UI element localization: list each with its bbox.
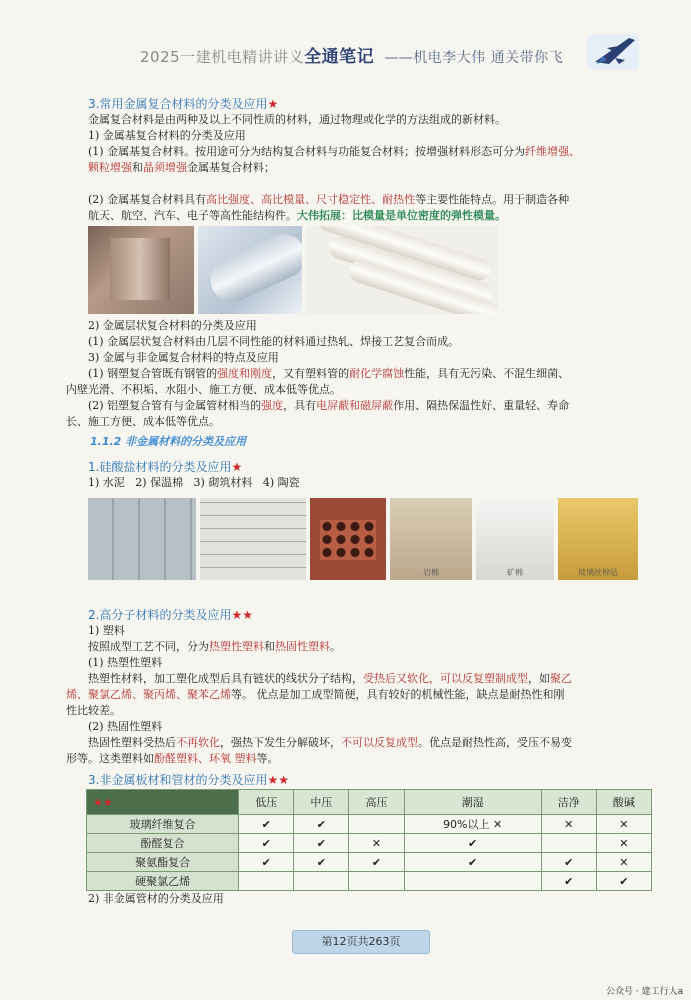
col-header: 潮湿	[404, 790, 541, 815]
para: 形等。这类塑料如酚醛塑料、环氧 塑料等。	[66, 752, 279, 765]
para: (1) 金属层状复合材料由几层不同性能的材料通过热轧、焊接工艺复合而成。	[88, 335, 460, 348]
concrete-block-image	[88, 498, 196, 580]
star-icon: ★	[231, 460, 243, 474]
row-header: 聚氨酯复合	[87, 853, 239, 872]
table-row	[87, 815, 652, 834]
col-header: 洁净	[541, 790, 596, 815]
table-cell: ✔	[294, 834, 349, 853]
subheading-nonmetal: 1.1.2 非金属材料的分类及应用	[90, 435, 247, 448]
composite-pipe-image	[198, 226, 302, 314]
metal-block-image	[88, 226, 194, 314]
para: 性比较差。	[66, 704, 121, 717]
mineral-wool-image: 矿棉	[476, 498, 554, 580]
glass-wool-image: 玻璃丝棉毡	[558, 498, 638, 580]
para: 长、施工方便、成本低等优点。	[66, 415, 220, 428]
para: 金属复合材料是由两种及以上不同性质的材料，通过物理或化学的方法组成的新材料。	[88, 113, 506, 126]
table-cell: ✕	[596, 815, 651, 834]
section-title-polymer: 2.高分子材料的分类及应用★★	[88, 608, 253, 622]
table-cell	[541, 834, 596, 853]
table-cell	[294, 872, 349, 891]
table-row	[87, 834, 652, 853]
table-cell: ✔	[404, 834, 541, 853]
para: (2) 金属基复合材料具有高比强度、高比模量、尺寸稳定性、耐热性等主要性能特点。用于制造各种	[88, 193, 570, 206]
header-title-highlight: 全通笔记	[304, 47, 375, 67]
para: 航天、航空、汽车、电子等高性能结构件。大伟拓展：比模量是单位密度的弹性模量。	[88, 209, 506, 222]
para: (2) 铝塑复合管有与金属管材相当的强度，具有电屏蔽和磁屏蔽作用、隔热保温性好、重量轻、寿命	[88, 399, 570, 412]
table-cell	[239, 872, 294, 891]
silicate-items: 1) 水泥 2) 保温棉 3) 砌筑材料 4) 陶瓷	[88, 476, 300, 489]
table-cell: ✔	[596, 872, 651, 891]
page-number: 第12页共263页	[292, 930, 430, 954]
header-title-a: 2025一建机电精讲讲义	[140, 48, 305, 66]
table-cell: ✕	[596, 853, 651, 872]
col-header: 中压	[294, 790, 349, 815]
row-header: 硬聚氯乙烯	[87, 872, 239, 891]
ductwork-table	[86, 789, 652, 891]
table-cell	[404, 872, 541, 891]
para: 2) 非金属管材的分类及应用	[88, 892, 224, 905]
para: (2) 热固性塑料	[88, 720, 163, 733]
para: 颗粒增强和晶须增强金属基复合材料；	[88, 161, 275, 174]
para: 烯、聚氯乙烯、聚丙烯、聚苯乙烯等。 优点是加工成型简便，具有较好的机械性能，缺点是耐热性和刚	[66, 688, 565, 701]
table-cell: ✔	[239, 853, 294, 872]
table-cell: ✕	[349, 834, 404, 853]
table-header-row	[87, 790, 652, 815]
table-row	[87, 853, 652, 872]
row-header: 酚醛复合	[87, 834, 239, 853]
star-icon: ★	[267, 97, 279, 111]
block-wall-image	[200, 498, 306, 580]
para: 热塑性材料，加工塑化成型后具有链状的线状分子结构，受热后又软化，可以反复塑制成型，如聚乙	[88, 672, 572, 685]
para: 2) 金属层状复合材料的分类及应用	[88, 319, 257, 332]
rock-wool-image: 岩棉	[390, 498, 472, 580]
image-row-metal	[88, 226, 498, 314]
section-title-metal-composite: 3.常用金属复合材料的分类及应用★	[88, 97, 279, 111]
para: (1) 钢塑复合管既有钢管的强度和刚度，又有塑料管的耐化学腐蚀性能，具有无污染、不混生细菌、	[88, 367, 570, 380]
table-cell: ✔	[239, 834, 294, 853]
row-header: 玻璃纤维复合	[87, 815, 239, 834]
table-row	[87, 872, 652, 891]
table-cell	[349, 815, 404, 834]
para: 3) 金属与非金属复合材料的特点及应用	[88, 351, 279, 364]
section-title-silicate: 1.硅酸盐材料的分类及应用★	[88, 460, 243, 474]
para: 1) 金属基复合材料的分类及应用	[88, 129, 246, 142]
airplane-icon	[585, 28, 645, 74]
table-cell: 90%以上 ✕	[404, 815, 541, 834]
page-header	[140, 42, 563, 67]
table-cell: ✔	[541, 872, 596, 891]
table-cell: ✔	[349, 853, 404, 872]
col-header: 酸碱	[596, 790, 651, 815]
star-icon: ★★	[231, 608, 253, 622]
table-cell	[349, 872, 404, 891]
col-header: 低压	[239, 790, 294, 815]
watermark: 公众号 · 建工行人a	[606, 987, 684, 997]
star-icon: ★★	[267, 773, 289, 787]
para: 热固性塑料受热后不再软化，强热下发生分解破坏，不可以反复成型。优点是耐热性高，受压不易变	[88, 736, 572, 749]
table-cell: ✕	[596, 834, 651, 853]
plastic-pipes-image	[306, 226, 498, 314]
hollow-brick-image	[310, 498, 386, 580]
header-subtitle: ——机电李大伟 通关带你飞	[384, 50, 564, 66]
table-cell: ✕	[541, 815, 596, 834]
table-cell: ✔	[239, 815, 294, 834]
para: 内壁光滑、不积垢、水阻小、施工方便、成本低等优点。	[66, 383, 341, 396]
para: 1) 塑料	[88, 624, 125, 637]
section-title-boards: 3.非金属板材和管材的分类及应用★★	[88, 773, 289, 787]
col-header: 高压	[349, 790, 404, 815]
table-cell: ✔	[404, 853, 541, 872]
image-row-silicate	[88, 498, 638, 580]
para: (1) 热塑性塑料	[88, 656, 163, 669]
table-corner: ★★	[87, 790, 239, 815]
table-cell: ✔	[541, 853, 596, 872]
para: 按照成型工艺不同，分为热塑性塑料和热固性塑料。	[88, 640, 341, 653]
table-cell: ✔	[294, 853, 349, 872]
para: (1) 金属基复合材料。按用途可分为结构复合材料与功能复合材料；按增强材料形态可分为纤维增强、	[88, 145, 581, 158]
table-cell: ✔	[294, 815, 349, 834]
